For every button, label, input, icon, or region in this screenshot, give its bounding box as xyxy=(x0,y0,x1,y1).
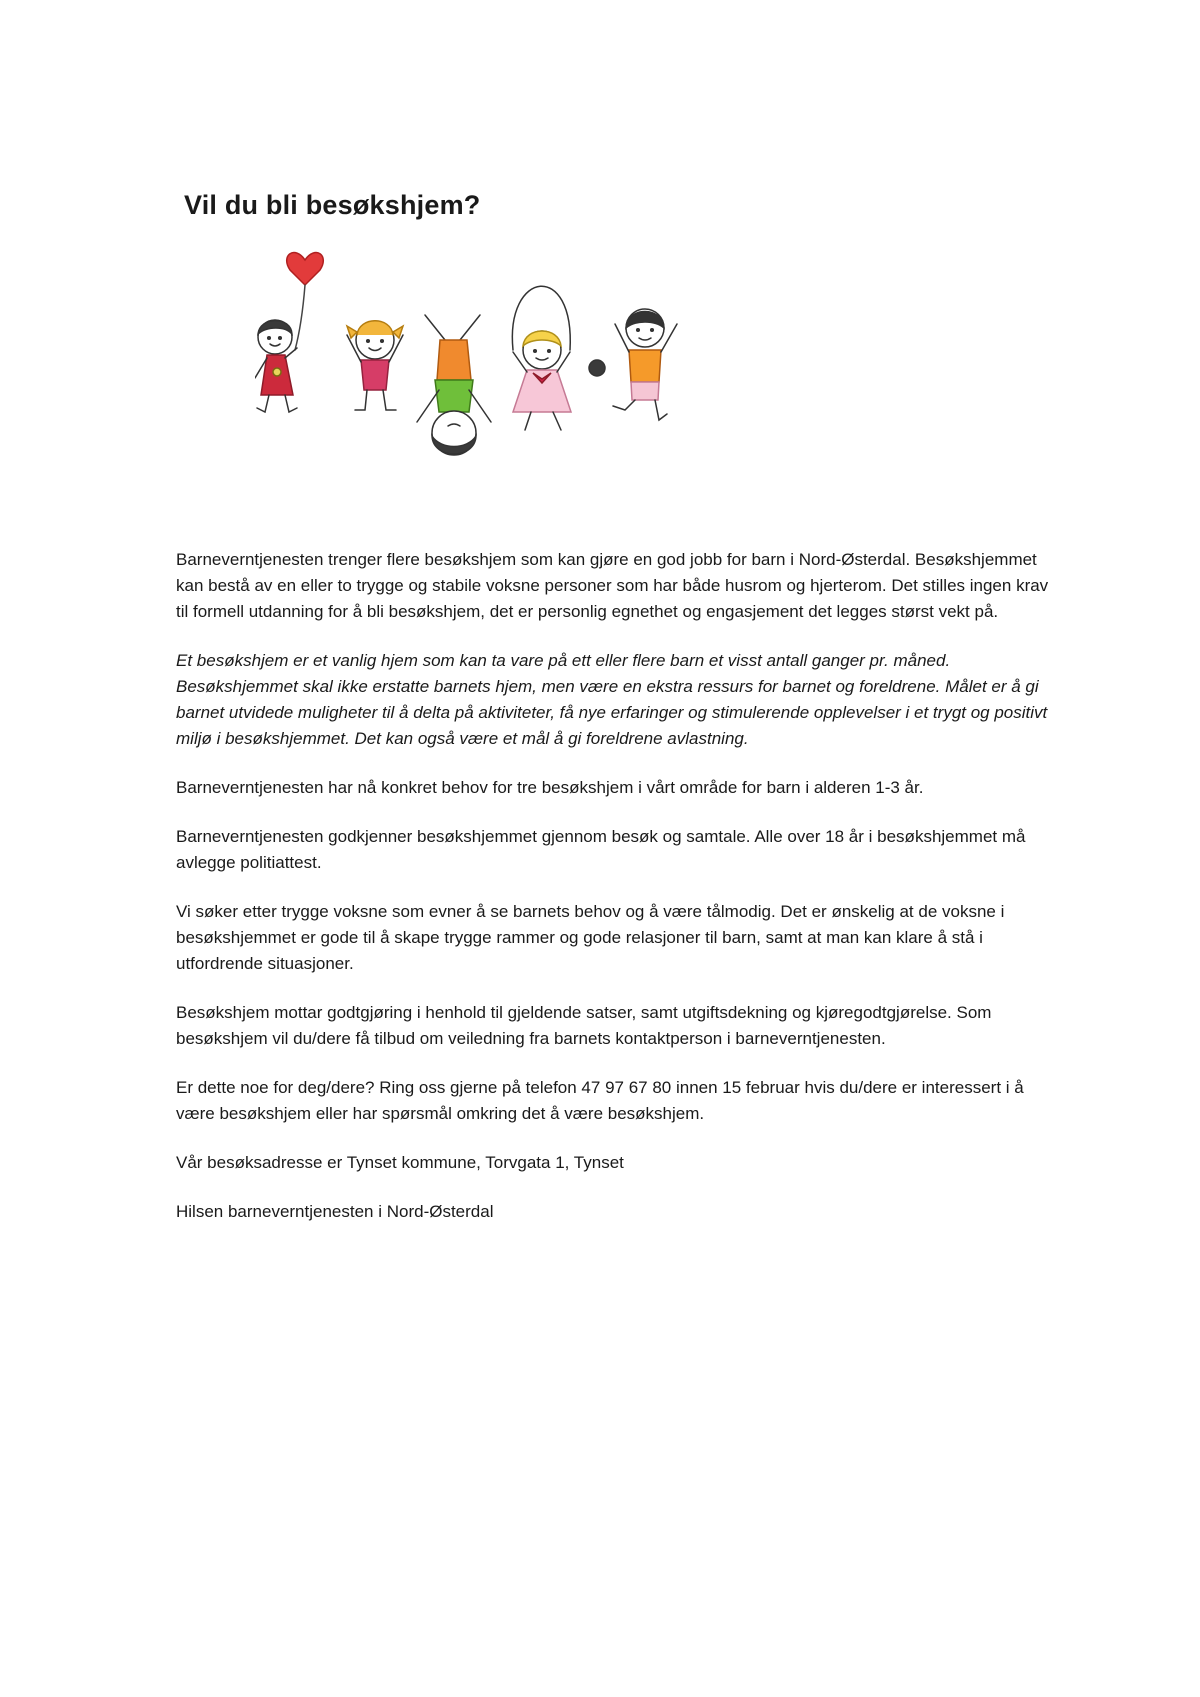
child-with-pigtails-icon xyxy=(347,321,403,410)
paragraph: Besøkshjem mottar godtgjøring i henhold til gjeldende satser, samt utgiftsdekning og kjøregodtgjørelse. Som besøkshjem vil du/dere få tilbud om veiledning fra barnets kontaktperson i barneverntjenesten. xyxy=(176,1003,992,1048)
paragraph-signature: Hilsen barneverntjenesten i Nord-Østerdal xyxy=(176,1202,494,1221)
paragraph-italic: Et besøkshjem er et vanlig hjem som kan ta vare på ett eller flere barn et visst antall ganger pr. måned. Besøkshjemmet skal ikke erstatte barnets hjem, men være en ekstra ressurs for barnet og foreldrene. Målet er å gi barnet utvidede muligheter til å delta på aktiviteter, få nye erfaringer og stimulerende opplevelser i et trygt og positivt miljø i besøkshjemmet. Det kan også være et mål å gi foreldrene avlastning. xyxy=(176,651,1048,748)
child-upside-down-icon xyxy=(417,315,491,455)
paragraph: Er dette noe for deg/dere? Ring oss gjerne på telefon 47 97 67 80 innen 15 februar hvis du/dere er interessert i å være besøkshjem eller har spørsmål omkring det å være besøkshjem. xyxy=(176,1078,1024,1123)
paragraph: Barneverntjenesten trenger flere besøkshjem som kan gjøre en god jobb for barn i Nord-Østerdal. Besøkshjemmet kan bestå av en eller to trygge og stabile voksne personer som har både husrom og hjerterom. Det stilles ingen krav til formell utdanning for å bli besøkshjem, det er personlig egnethet og engasjement det legges størst vekt på. xyxy=(176,550,1049,621)
document-body xyxy=(176,547,1056,1248)
children-playing-illustration xyxy=(255,240,765,480)
paragraph: Vi søker etter trygge voksne som evner å se barnets behov og å være tålmodig. Det er ønskelig at de voksne i besøkshjemmet er gode til å skape trygge rammer og gode relasjoner til barn, samt at man kan klare å stå i utfordrende situasjoner. xyxy=(176,902,1005,973)
paragraph-address: Vår besøksadresse er Tynset kommune, Torvgata 1, Tynset xyxy=(176,1153,624,1172)
page-title: Vil du bli besøkshjem? xyxy=(184,190,481,220)
child-with-jump-rope-icon xyxy=(512,286,571,430)
child-with-ball-icon xyxy=(589,309,677,420)
paragraph: Barneverntjenesten har nå konkret behov for tre besøkshjem i vårt område for barn i alderen 1-3 år. xyxy=(176,778,924,797)
child-with-balloon-icon xyxy=(255,253,323,412)
paragraph: Barneverntjenesten godkjenner besøkshjemmet gjennom besøk og samtale. Alle over 18 år i besøkshjemmet må avlegge politiattest. xyxy=(176,827,1026,872)
